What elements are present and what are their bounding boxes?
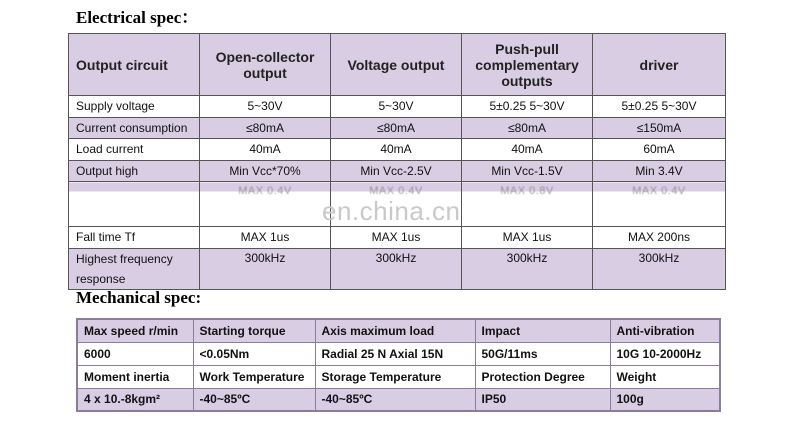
table-cell: Min Vcc*70% <box>200 160 331 182</box>
table-cell: 40mA <box>331 139 462 161</box>
table-cell: 40mA <box>200 139 331 161</box>
table-cell: MAX 1us <box>331 227 462 249</box>
electrical-spec-heading: Electrical spec： <box>76 8 199 27</box>
row-label: Current consumption <box>69 117 200 139</box>
table-cell: 5~30V <box>200 96 331 118</box>
table-cell: 40mA <box>462 139 593 161</box>
table-cell: Max speed r/min <box>77 319 193 342</box>
table-cell: Radial 25 N Axial 15N <box>315 342 475 365</box>
table-cell: <0.05Nm <box>193 342 315 365</box>
table-cell: ≤80mA <box>462 117 593 139</box>
table-cell <box>462 182 593 227</box>
table-cell: Impact <box>475 319 610 342</box>
table-cell: 4 x 10.-8kgm² <box>77 388 193 411</box>
table-cell: Anti-vibration <box>610 319 720 342</box>
table-cell: 5±0.25 5~30V <box>593 96 726 118</box>
table-cell: Moment inertia <box>77 365 193 388</box>
table-cell: MAX 1us <box>462 227 593 249</box>
obscured-value: MAX 0.8V <box>500 185 554 197</box>
mechanical-spec-heading: Mechanical spec: <box>76 288 202 307</box>
table-cell: Protection Degree <box>475 365 610 388</box>
table-row <box>77 365 720 388</box>
header-cell: Open-collector output <box>200 34 331 96</box>
table-cell: 50G/11ms <box>475 342 610 365</box>
obscured-value: MAX 0.4V <box>369 185 423 197</box>
table-row <box>77 319 720 342</box>
table-cell: 100g <box>610 388 720 411</box>
table-cell: Min Vcc-1.5V <box>462 160 593 182</box>
table-cell: Axis maximum load <box>315 319 475 342</box>
obscured-value: MAX 0.4V <box>238 185 292 197</box>
table-cell: Work Temperature <box>193 365 315 388</box>
header-cell: Output circuit <box>69 34 200 96</box>
table-cell: 300kHz <box>331 248 462 289</box>
table-row <box>69 117 726 139</box>
table-cell: Weight <box>610 365 720 388</box>
row-label: Highest frequency response <box>69 248 200 289</box>
table-cell: 6000 <box>77 342 193 365</box>
table-row <box>69 227 726 249</box>
table-cell: MAX 1us <box>200 227 331 249</box>
table-cell <box>593 182 726 227</box>
header-cell: Voltage output <box>331 34 462 96</box>
row-label: Supply voltage <box>69 96 200 118</box>
mechanical-spec-table <box>76 318 721 412</box>
table-cell: MAX 200ns <box>593 227 726 249</box>
table-row <box>77 388 720 411</box>
table-header-row <box>69 34 726 96</box>
header-cell: driver <box>593 34 726 96</box>
table-row <box>69 139 726 161</box>
table-cell: 300kHz <box>462 248 593 289</box>
table-row <box>69 96 726 118</box>
table-row <box>69 248 726 289</box>
table-cell: ≤80mA <box>331 117 462 139</box>
watermark: en.china.cn <box>322 196 461 226</box>
obscured-value: MAX 0.4V <box>632 185 686 197</box>
table-cell: ≤150mA <box>593 117 726 139</box>
table-cell: 300kHz <box>593 248 726 289</box>
header-cell: Push-pull complementary outputs <box>462 34 593 96</box>
table-cell: 5±0.25 5~30V <box>462 96 593 118</box>
table-cell: Storage Temperature <box>315 365 475 388</box>
table-cell: ≤80mA <box>200 117 331 139</box>
row-label: Output high <box>69 160 200 182</box>
row-label: Load current <box>69 139 200 161</box>
electrical-spec-table <box>68 33 726 290</box>
table-cell: 10G 10-2000Hz <box>610 342 720 365</box>
row-label <box>69 182 200 227</box>
table-cell: 5~30V <box>331 96 462 118</box>
table-cell: 60mA <box>593 139 726 161</box>
table-row <box>77 342 720 365</box>
row-label: Fall time Tf <box>69 227 200 249</box>
table-cell: -40~85ºC <box>193 388 315 411</box>
table-cell: 300kHz <box>200 248 331 289</box>
table-cell: Min 3.4V <box>593 160 726 182</box>
table-cell: Starting torque <box>193 319 315 342</box>
table-cell: Min Vcc-2.5V <box>331 160 462 182</box>
table-cell: IP50 <box>475 388 610 411</box>
table-row <box>69 160 726 182</box>
table-cell <box>200 182 331 227</box>
table-cell: -40~85ºC <box>315 388 475 411</box>
